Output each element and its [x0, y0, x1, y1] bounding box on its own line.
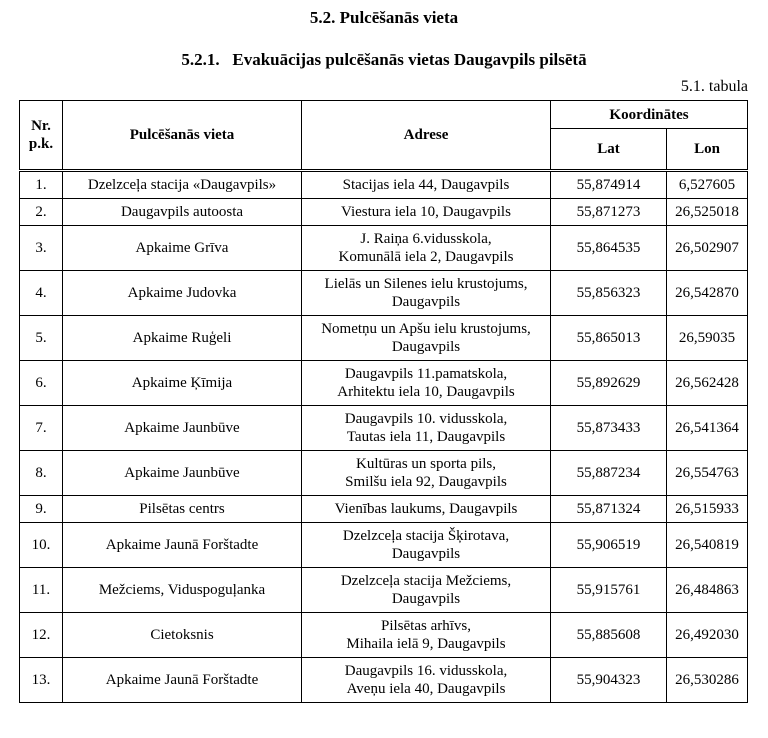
cell-nr: 3.	[20, 226, 63, 271]
cell-place: Cietoksnis	[63, 613, 302, 658]
cell-place: Apkaime Judovka	[63, 271, 302, 316]
table-caption: 5.1. tabula	[680, 78, 748, 95]
cell-lon: 26,541364	[667, 406, 748, 451]
header-place: Pulcēšanās vieta	[63, 101, 302, 171]
table-row	[20, 361, 748, 406]
cell-lat: 55,856323	[551, 271, 667, 316]
table-row	[20, 613, 748, 658]
table-row	[20, 199, 748, 226]
table-row	[20, 658, 748, 703]
cell-lat: 55,904323	[551, 658, 667, 703]
cell-nr: 6.	[20, 361, 63, 406]
table-row	[20, 523, 748, 568]
cell-address: Lielās un Silenes ielu krustojums, Daugavpils	[302, 271, 551, 316]
cell-lat: 55,864535	[551, 226, 667, 271]
cell-place: Apkaime Jaunbūve	[63, 451, 302, 496]
cell-lon: 26,562428	[667, 361, 748, 406]
cell-address: J. Raiņa 6.vidusskola, Komunālā iela 2, Daugavpils	[302, 226, 551, 271]
cell-lon: 26,530286	[667, 658, 748, 703]
header-address: Adrese	[302, 101, 551, 171]
cell-nr: 8.	[20, 451, 63, 496]
cell-place: Dzelzceļa stacija «Daugavpils»	[63, 171, 302, 199]
table-row	[20, 316, 748, 361]
cell-nr: 10.	[20, 523, 63, 568]
cell-nr: 11.	[20, 568, 63, 613]
cell-lat: 55,885608	[551, 613, 667, 658]
cell-lon: 26,502907	[667, 226, 748, 271]
cell-lat: 55,871324	[551, 496, 667, 523]
table-row	[20, 271, 748, 316]
subsection-title: 5.2.1. Evakuācijas pulcēšanās vietas Daugavpils pilsētā	[181, 50, 587, 69]
assembly-points-table	[19, 100, 748, 703]
cell-lon: 26,542870	[667, 271, 748, 316]
cell-address: Daugavpils 11.pamatskola, Arhitektu iela 10, Daugavpils	[302, 361, 551, 406]
cell-nr: 1.	[20, 171, 63, 199]
cell-lat: 55,887234	[551, 451, 667, 496]
cell-lon: 26,484863	[667, 568, 748, 613]
cell-address: Daugavpils 10. vidusskola, Tautas iela 11, Daugavpils	[302, 406, 551, 451]
header-lat: Lat	[551, 129, 667, 171]
table-row	[20, 171, 748, 199]
table-row	[20, 406, 748, 451]
cell-place: Apkaime Jaunbūve	[63, 406, 302, 451]
cell-lon: 26,515933	[667, 496, 748, 523]
header-coordinates: Koordinātes	[551, 101, 748, 129]
cell-place: Daugavpils autoosta	[63, 199, 302, 226]
cell-lat: 55,874914	[551, 171, 667, 199]
cell-nr: 7.	[20, 406, 63, 451]
table-body	[20, 171, 748, 703]
cell-address: Pilsētas arhīvs, Mihaila ielā 9, Daugavpils	[302, 613, 551, 658]
cell-place: Apkaime Jaunā Forštadte	[63, 658, 302, 703]
header-lon: Lon	[667, 129, 748, 171]
cell-nr: 4.	[20, 271, 63, 316]
cell-address: Daugavpils 16. vidusskola, Aveņu iela 40, Daugavpils	[302, 658, 551, 703]
cell-place: Apkaime Jaunā Forštadte	[63, 523, 302, 568]
cell-lon: 26,492030	[667, 613, 748, 658]
table-row	[20, 451, 748, 496]
cell-lon: 26,59035	[667, 316, 748, 361]
cell-address: Kultūras un sporta pils, Smilšu iela 92, Daugavpils	[302, 451, 551, 496]
section-title: 5.2. Pulcēšanās vieta	[309, 8, 459, 27]
cell-lon: 26,554763	[667, 451, 748, 496]
cell-address: Nometņu un Apšu ielu krustojums, Daugavpils	[302, 316, 551, 361]
cell-place: Mežciems, Viduspoguļanka	[63, 568, 302, 613]
cell-address: Stacijas iela 44, Daugavpils	[302, 171, 551, 199]
cell-lat: 55,865013	[551, 316, 667, 361]
cell-place: Apkaime Grīva	[63, 226, 302, 271]
cell-lat: 55,915761	[551, 568, 667, 613]
cell-address: Viestura iela 10, Daugavpils	[302, 199, 551, 226]
cell-lat: 55,873433	[551, 406, 667, 451]
cell-lat: 55,892629	[551, 361, 667, 406]
cell-nr: 13.	[20, 658, 63, 703]
table-row	[20, 496, 748, 523]
cell-nr: 9.	[20, 496, 63, 523]
cell-place: Apkaime Ruģeli	[63, 316, 302, 361]
cell-nr: 2.	[20, 199, 63, 226]
table-row	[20, 568, 748, 613]
cell-address: Dzelzceļa stacija Šķirotava, Daugavpils	[302, 523, 551, 568]
cell-nr: 5.	[20, 316, 63, 361]
cell-nr: 12.	[20, 613, 63, 658]
cell-lon: 26,540819	[667, 523, 748, 568]
cell-place: Pilsētas centrs	[63, 496, 302, 523]
cell-lon: 6,527605	[667, 171, 748, 199]
cell-lat: 55,906519	[551, 523, 667, 568]
cell-lat: 55,871273	[551, 199, 667, 226]
cell-lon: 26,525018	[667, 199, 748, 226]
header-nr: Nr. p.k.	[20, 101, 63, 171]
cell-address: Vienības laukums, Daugavpils	[302, 496, 551, 523]
table-row	[20, 226, 748, 271]
cell-place: Apkaime Ķīmija	[63, 361, 302, 406]
cell-address: Dzelzceļa stacija Mežciems, Daugavpils	[302, 568, 551, 613]
